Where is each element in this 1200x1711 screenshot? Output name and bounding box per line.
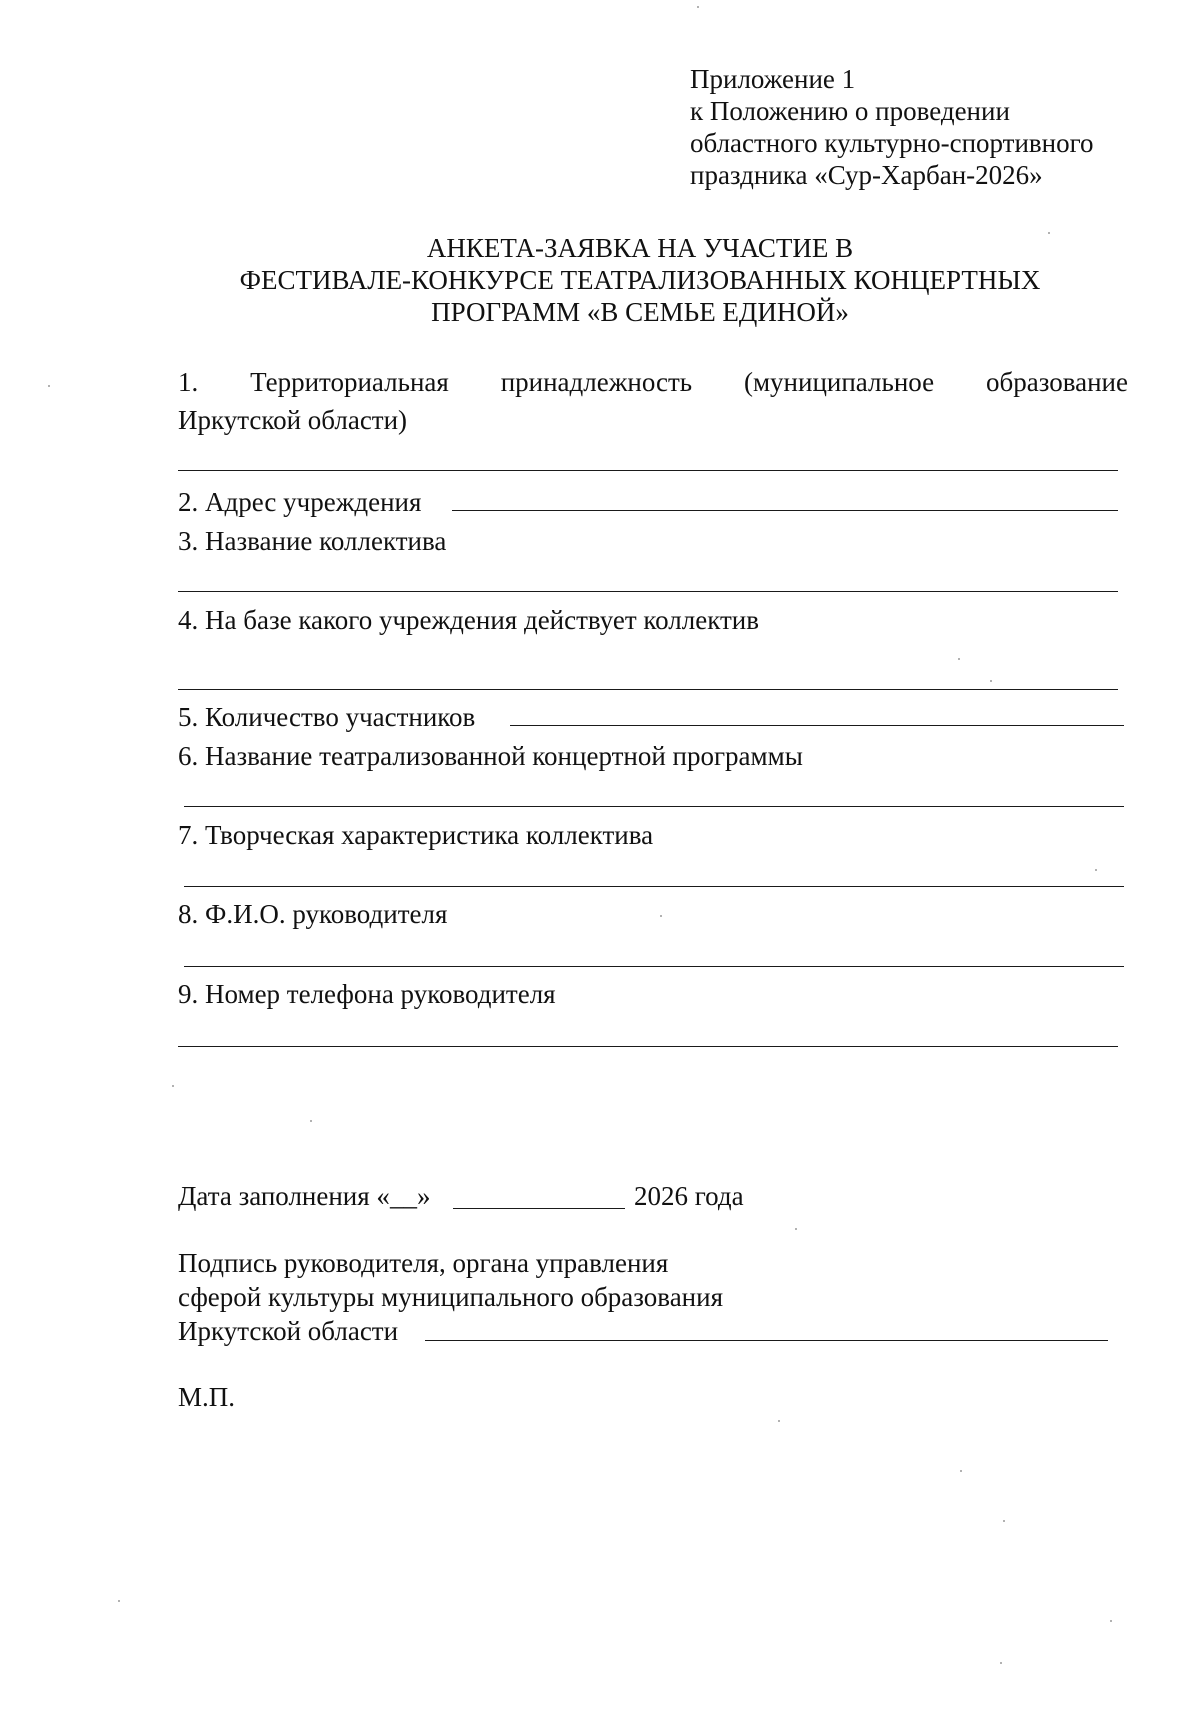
item-1-word-4: образование [985,367,1128,397]
item-1-answer-line[interactable] [178,470,1118,471]
item-8-answer-line[interactable] [184,966,1124,967]
date-month-answer-line[interactable] [453,1208,625,1209]
annex-line-2: к Положению о проведении [690,96,1010,126]
item-9-label: 9. Номер телефона руководителя [178,979,556,1009]
stamp-place-label: М.П. [178,1382,236,1412]
item-2-label: 2. Адрес учреждения [178,487,422,517]
scan-speck [778,1420,780,1422]
item-3-label: 3. Название коллектива [178,526,447,556]
application-form [178,0,1128,1711]
item-1-second-line: Иркутской области) [178,405,408,435]
item-1-number: 1. [178,367,199,397]
date-year-suffix: 2026 года [634,1181,744,1211]
item-4-answer-line[interactable] [178,689,1118,690]
item-6-answer-line[interactable] [184,806,1124,807]
scan-speck [1095,869,1097,871]
signature-answer-line[interactable] [425,1340,1108,1341]
scan-speck [118,1600,120,1602]
signature-line-3: Иркутской области [178,1316,399,1346]
scan-speck [697,6,699,8]
scan-speck [310,1120,312,1122]
scan-speck [1000,1662,1002,1664]
item-7-label: 7. Творческая характеристика коллектива [178,820,654,850]
scan-speck [172,1085,174,1087]
scan-speck [990,680,992,682]
scan-speck [1048,232,1050,234]
item-4-label: 4. На базе какого учреждения действует коллектив [178,605,759,635]
item-5-answer-line[interactable] [510,725,1124,726]
item-1-word-2: принадлежность [500,367,693,397]
scan-speck [660,915,662,917]
signature-line-1: Подпись руководителя, органа управления [178,1248,669,1278]
item-6-label: 6. Название театрализованной концертной программы [178,741,803,771]
item-8-label: 8. Ф.И.О. руководителя [178,899,448,929]
item-9-answer-line[interactable] [178,1046,1118,1047]
item-2-answer-line[interactable] [452,510,1118,511]
item-7-answer-line[interactable] [184,886,1124,887]
scan-speck [1003,1520,1005,1522]
scan-speck [960,1470,962,1472]
date-day-blank[interactable]: __ [389,1181,417,1211]
scan-speck [795,1228,797,1230]
scan-speck [958,658,960,660]
scan-speck [48,385,50,387]
annex-line-3: областного культурно-спортивного [690,128,1094,158]
scan-speck [1110,1620,1112,1622]
item-5-label: 5. Количество участников [178,702,476,732]
title-line-2: ФЕСТИВАЛЕ-КОНКУРСЕ ТЕАТРАЛИЗОВАННЫХ КОНЦЕРТНЫХ [239,265,1041,295]
title-line-3: ПРОГРАММ «В СЕМЬЕ ЕДИНОЙ» [431,297,849,327]
annex-line-1: Приложение 1 [690,64,856,94]
title-line-1: АНКЕТА-ЗАЯВКА НА УЧАСТИЕ В [426,233,854,263]
item-1-word-3: (муниципальное [743,367,935,397]
item-3-answer-line[interactable] [178,591,1118,592]
date-row [178,1180,430,1212]
date-prefix: Дата заполнения « [178,1181,390,1211]
annex-line-4: праздника «Сур-Харбан-2026» [690,160,1043,190]
date-close-quote: » [416,1181,431,1211]
item-1-word-1: Территориальная [250,367,449,397]
item-1-first-line [178,366,1128,398]
signature-line-2: сферой культуры муниципального образования [178,1282,723,1312]
